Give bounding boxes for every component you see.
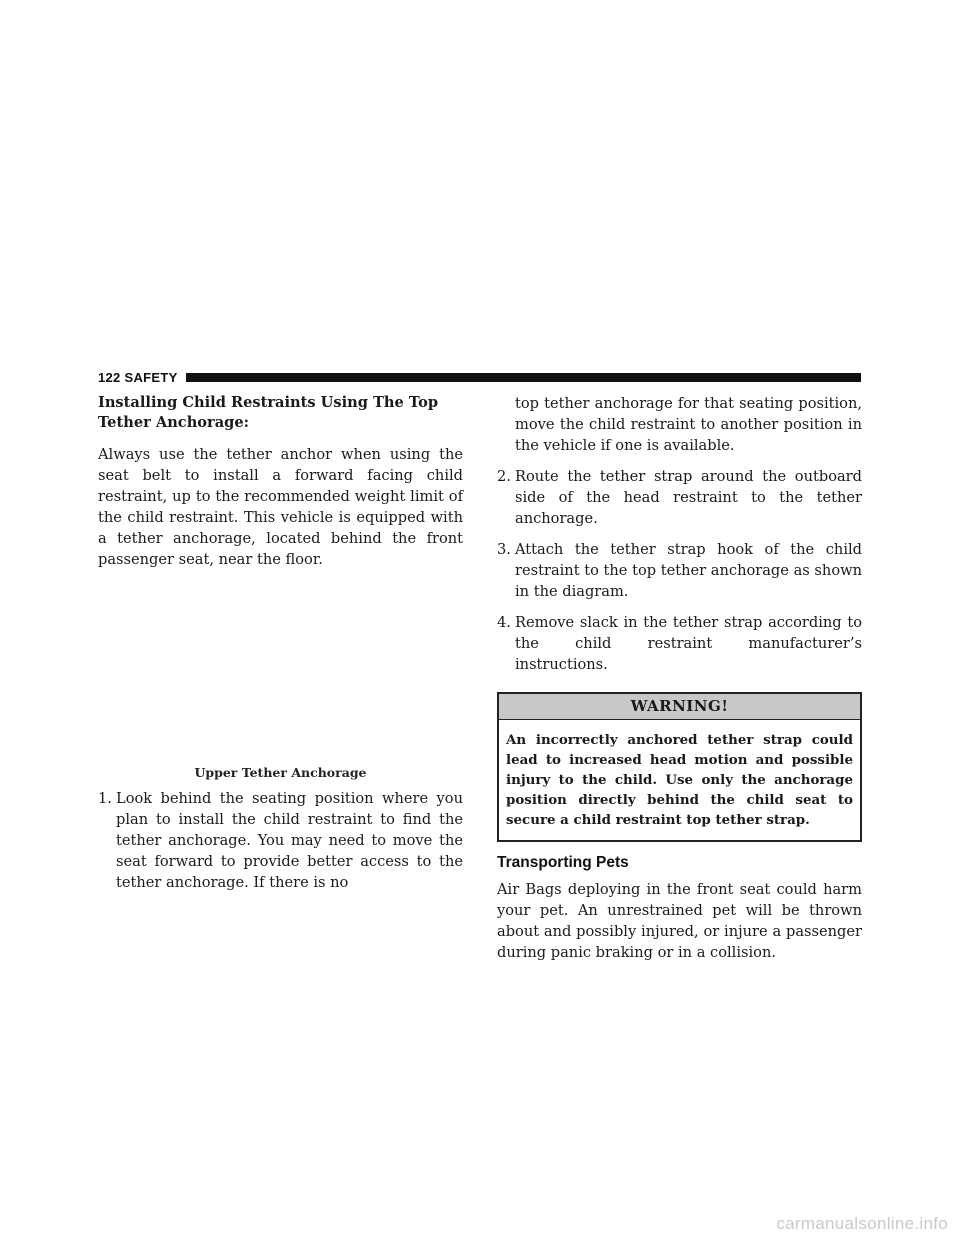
figure-caption: Upper Tether Anchorage <box>194 765 367 780</box>
list-item-continuation: top tether anchorage for that seating position, move the child restraint to another position in the vehicle if one is available. <box>515 395 862 454</box>
list-item-number: 2. <box>497 468 511 485</box>
header-rule <box>186 373 861 382</box>
warning-title: WARNING! <box>499 694 860 720</box>
list-item-text: Look behind the seating position where you plan to install the child restraint to find the tether anchorage. You may need to move the seat forward to provide better access to the tether anchorage. If there is no <box>116 790 463 891</box>
watermark: carmanualsonline.info <box>776 1214 948 1233</box>
section-name: SAFETY <box>124 369 178 385</box>
list-item <box>98 788 463 893</box>
figure-placeholder <box>98 570 463 765</box>
list-item <box>497 539 862 602</box>
intro-paragraph: Always use the tether anchor when using the seat belt to install a forward facing child restraint, up to the recommended weight limit of the child restraint. This vehicle is equipped with a tether anchorage, located behind the front passenger seat, near the floor. <box>98 446 463 568</box>
page-number: 122 <box>98 369 121 385</box>
list-item-text: Route the tether strap around the outboard side of the head restraint to the tether anchorage. <box>515 468 862 527</box>
list-item-number: 4. <box>497 614 511 631</box>
right-column <box>497 393 862 963</box>
section-title: Transporting Pets <box>497 854 629 871</box>
list-item <box>497 612 862 675</box>
list-item <box>497 466 862 529</box>
warning-text: An incorrectly anchored tether strap could lead to increased head motion and possible injury to the child. Use only the anchorage position directly behind the child seat to secure a child restraint top tether strap. <box>506 732 853 828</box>
list-item-number: 1. <box>98 790 112 807</box>
warning-box <box>497 692 862 842</box>
section-heading: Installing Child Restraints Using The Top Tether Anchorage: <box>98 394 439 431</box>
page-header-label <box>98 370 178 385</box>
page-header <box>98 368 861 386</box>
list-item-text: Remove slack in the tether strap according to the child restraint manufacturer’s instructions. <box>515 614 862 673</box>
list-item-text: Attach the tether strap hook of the child restraint to the top tether anchorage as shown in the diagram. <box>515 541 862 600</box>
list-item-number: 3. <box>497 541 511 558</box>
pets-paragraph: Air Bags deploying in the front seat could harm your pet. An unrestrained pet will be thrown about and possibly injured, or injure a passenger during panic braking or in a collision. <box>497 881 862 961</box>
left-column <box>98 393 463 903</box>
